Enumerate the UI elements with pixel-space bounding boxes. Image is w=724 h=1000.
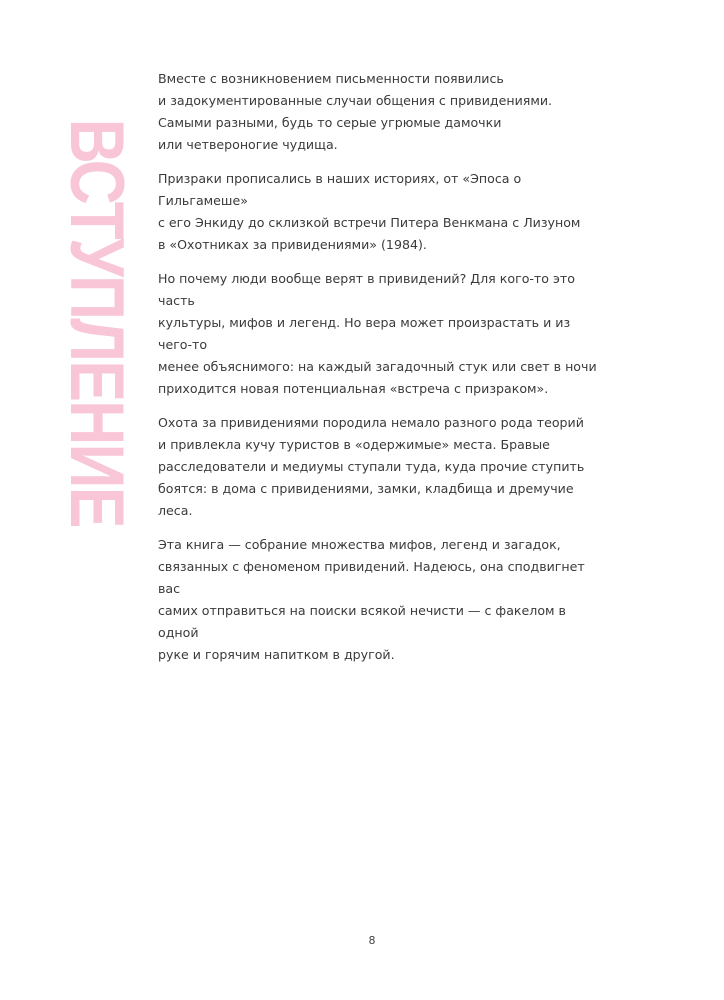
body-text <box>158 68 598 678</box>
paragraph: Охота за привидениями породила немало разного рода теорий и привлекла кучу туристов в «одержимые» места. Бравые расследователи и медиумы ступали туда, куда прочие ступить боятся: в дома с привидениями, замки, кладбища и дремучие леса. <box>158 415 585 518</box>
chapter-heading: ВСТУПЛЕНИЕ <box>54 118 139 527</box>
paragraph: Вместе с возникновением письменности появились и задокументированные случаи общения с привидениями. Самыми разными, будь то серые угрюмые дамочки или четвероногие чудища. <box>158 71 553 152</box>
paragraph: Призраки прописались в наших историях, от «Эпоса о Гильгамеше» с его Энкиду до склизкой встречи Питера Венкмана с Лизуном в «Охотниках за привидениями» (1984). <box>158 171 581 252</box>
page-number: 8 <box>368 934 376 947</box>
paragraph: Эта книга — собрание множества мифов, легенд и загадок, связанных с феноменом привидений. Надеюсь, она сподвигнет вас самих отправиться на поиски всякой нечисти — с факелом в одной руке и горячим напитком в другой. <box>158 537 585 662</box>
paragraph: Но почему люди вообще верят в привидений? Для кого-то это часть культуры, мифов и легенд. Но вера может произрастать и из чего-то менее объяснимого: на каждый загадочный стук или свет в ночи приходится новая потенциальная «встреча с призраком». <box>158 271 597 396</box>
chapter-heading-vertical <box>54 74 139 566</box>
